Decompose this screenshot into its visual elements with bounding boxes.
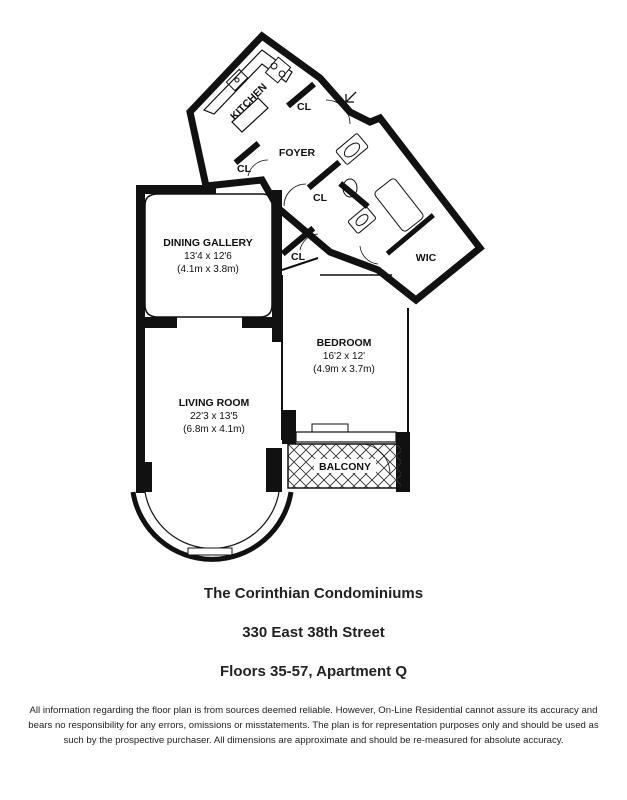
bathroom-fixtures — [335, 133, 424, 234]
dining-gallery-dimensions-ft: 13'4 x 12'6 — [184, 251, 232, 262]
foyer-label: FOYER — [278, 147, 316, 159]
apartment-unit: Floors 35-57, Apartment Q — [220, 663, 407, 680]
diagonal-wing — [190, 36, 480, 300]
building-name: The Corinthian Condominiums — [203, 585, 424, 602]
closet-label-foyer-right: CL — [313, 192, 327, 204]
bedroom-dimensions-ft: 16'2 x 12' — [322, 351, 366, 362]
interior-partitions — [234, 82, 435, 256]
bedroom-walls — [282, 258, 408, 440]
closet-label-bedroom: CL — [291, 251, 305, 263]
living-room-dimensions-ft: 22'3 x 13'5 — [190, 411, 238, 422]
closet-label-kitchen: CL — [297, 101, 311, 113]
building-address: 330 East 38th Street — [242, 624, 385, 641]
bedroom-label: BEDROOM — [316, 337, 372, 349]
bedroom-balcony-door — [296, 432, 396, 442]
living-room-radiator — [188, 548, 232, 555]
dining-gallery-dimensions-m: (4.1m x 3.8m) — [177, 264, 239, 275]
kitchen-stove — [265, 57, 290, 83]
living-room-dimensions-m: (6.8m x 4.1m) — [183, 424, 245, 435]
disclaimer-text: All information regarding the floor plan is from sources deemed reliable. However, On-Line Residential cannot assure its accuracy and bears no responsibility for any errors, omissions or misstatements. The plan is for representation purposes only and should be used as such by the prospective purchaser. All dimensions are approximate and should be re-measured for absolute accuracy. — [28, 705, 599, 746]
bedroom-radiator — [312, 424, 348, 432]
living-room-label: LIVING ROOM — [178, 397, 250, 409]
dining-gallery-label: DINING GALLERY — [163, 237, 253, 249]
wic-label: WIC — [415, 252, 437, 264]
living-room-bay-window-inner — [145, 492, 279, 548]
kitchen-label: KITCHEN — [228, 81, 270, 123]
entry-arrow-icon — [346, 92, 356, 102]
balcony-label: BALCONY — [319, 461, 371, 473]
closet-label-foyer-left: CL — [237, 163, 251, 175]
living-dining-walls — [136, 185, 282, 493]
bedroom-dimensions-m: (4.9m x 3.7m) — [313, 364, 375, 375]
